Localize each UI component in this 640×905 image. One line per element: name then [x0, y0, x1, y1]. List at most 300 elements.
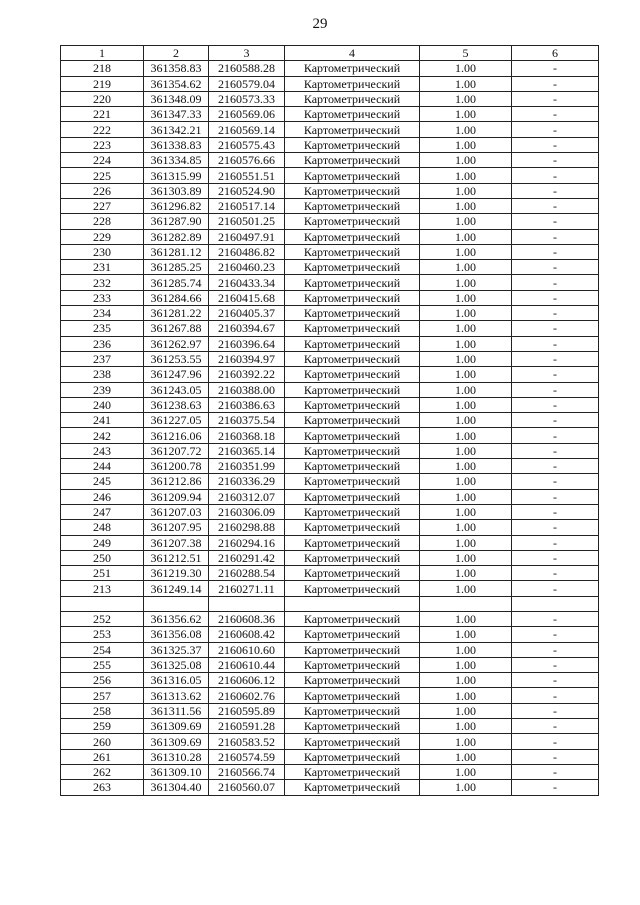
table-row: [61, 153, 599, 168]
table-row: [61, 76, 599, 91]
note-cell: -: [512, 627, 599, 642]
y-coordinate-cell: 2160388.00: [209, 382, 285, 397]
y-coordinate-cell: 2160501.25: [209, 214, 285, 229]
method-cell: Картометрический: [285, 137, 420, 152]
accuracy-cell: 1.00: [420, 459, 512, 474]
x-coordinate-cell: 361358.83: [144, 61, 209, 76]
y-coordinate-cell: 2160583.52: [209, 734, 285, 749]
x-coordinate-cell: 361212.86: [144, 474, 209, 489]
point-number-cell: 251: [61, 566, 144, 581]
point-number-cell: 219: [61, 76, 144, 91]
y-coordinate-cell: 2160608.36: [209, 611, 285, 626]
accuracy-cell: 1.00: [420, 275, 512, 290]
point-number-cell: 252: [61, 611, 144, 626]
x-coordinate-cell: 361356.62: [144, 611, 209, 626]
table-row: [61, 749, 599, 764]
x-coordinate-cell: 361303.89: [144, 183, 209, 198]
accuracy-cell: 1.00: [420, 183, 512, 198]
point-number-cell: 263: [61, 780, 144, 795]
table-row: [61, 504, 599, 519]
method-cell: Картометрический: [285, 428, 420, 443]
method-cell: Картометрический: [285, 244, 420, 259]
accuracy-cell: 1.00: [420, 657, 512, 672]
x-coordinate-cell: 361313.62: [144, 688, 209, 703]
point-number-cell: 226: [61, 183, 144, 198]
page-number: 29: [312, 16, 328, 32]
point-number-cell: 239: [61, 382, 144, 397]
note-cell: -: [512, 611, 599, 626]
y-coordinate-cell: 2160294.16: [209, 535, 285, 550]
point-number-cell: 223: [61, 137, 144, 152]
note-cell: -: [512, 76, 599, 91]
note-cell: -: [512, 244, 599, 259]
method-cell: Картометрический: [285, 504, 420, 519]
y-coordinate-cell: 2160606.12: [209, 673, 285, 688]
accuracy-cell: 1.00: [420, 764, 512, 779]
note-cell: -: [512, 642, 599, 657]
accuracy-cell: 1.00: [420, 673, 512, 688]
table-row: [61, 336, 599, 351]
method-cell: Картометрический: [285, 474, 420, 489]
table-row: [61, 306, 599, 321]
point-number-cell: 232: [61, 275, 144, 290]
x-coordinate-cell: 361354.62: [144, 76, 209, 91]
accuracy-cell: 1.00: [420, 91, 512, 106]
point-number-cell: 242: [61, 428, 144, 443]
point-number-cell: 236: [61, 336, 144, 351]
accuracy-cell: 1.00: [420, 780, 512, 795]
table-body: [61, 46, 599, 796]
table-row: [61, 290, 599, 305]
table-row: [61, 122, 599, 137]
method-cell: Картометрический: [285, 611, 420, 626]
method-cell: Картометрический: [285, 91, 420, 106]
method-cell: Картометрический: [285, 214, 420, 229]
x-coordinate-cell: 361253.55: [144, 351, 209, 366]
point-number-cell: 257: [61, 688, 144, 703]
accuracy-cell: 1.00: [420, 504, 512, 519]
table-row: [61, 520, 599, 535]
x-coordinate-cell: 361315.99: [144, 168, 209, 183]
accuracy-cell: 1.00: [420, 198, 512, 213]
note-cell: -: [512, 719, 599, 734]
x-coordinate-cell: [144, 596, 209, 611]
note-cell: -: [512, 137, 599, 152]
table-row: [61, 351, 599, 366]
method-cell: Картометрический: [285, 168, 420, 183]
accuracy-cell: 1.00: [420, 581, 512, 596]
method-cell: Картометрический: [285, 657, 420, 672]
point-number-cell: 230: [61, 244, 144, 259]
header-cell: 2: [144, 46, 209, 61]
note-cell: -: [512, 673, 599, 688]
method-cell: Картометрический: [285, 581, 420, 596]
method-cell: Картометрический: [285, 367, 420, 382]
table-row: [61, 611, 599, 626]
x-coordinate-cell: 361262.97: [144, 336, 209, 351]
table-row: [61, 734, 599, 749]
note-cell: [512, 596, 599, 611]
table-row: [61, 673, 599, 688]
point-number-cell: 254: [61, 642, 144, 657]
y-coordinate-cell: 2160351.99: [209, 459, 285, 474]
accuracy-cell: 1.00: [420, 229, 512, 244]
point-number-cell: 241: [61, 413, 144, 428]
point-number-cell: 262: [61, 764, 144, 779]
note-cell: -: [512, 550, 599, 565]
method-cell: Картометрический: [285, 703, 420, 718]
table-row: [61, 91, 599, 106]
y-coordinate-cell: 2160396.64: [209, 336, 285, 351]
y-coordinate-cell: 2160573.33: [209, 91, 285, 106]
accuracy-cell: 1.00: [420, 153, 512, 168]
accuracy-cell: 1.00: [420, 61, 512, 76]
accuracy-cell: 1.00: [420, 550, 512, 565]
table-row: [61, 397, 599, 412]
point-number-cell: 261: [61, 749, 144, 764]
method-cell: Картометрический: [285, 336, 420, 351]
method-cell: Картометрический: [285, 198, 420, 213]
y-coordinate-cell: 2160595.89: [209, 703, 285, 718]
note-cell: -: [512, 351, 599, 366]
note-cell: -: [512, 459, 599, 474]
table-row: [61, 275, 599, 290]
x-coordinate-cell: 361285.25: [144, 260, 209, 275]
point-number-cell: 245: [61, 474, 144, 489]
y-coordinate-cell: 2160602.76: [209, 688, 285, 703]
y-coordinate-cell: 2160312.07: [209, 489, 285, 504]
accuracy-cell: 1.00: [420, 719, 512, 734]
table-row: [61, 367, 599, 382]
accuracy-cell: 1.00: [420, 244, 512, 259]
method-cell: Картометрический: [285, 780, 420, 795]
x-coordinate-cell: 361219.30: [144, 566, 209, 581]
x-coordinate-cell: 361243.05: [144, 382, 209, 397]
y-coordinate-cell: 2160368.18: [209, 428, 285, 443]
method-cell: Картометрический: [285, 520, 420, 535]
y-coordinate-cell: 2160394.97: [209, 351, 285, 366]
note-cell: -: [512, 290, 599, 305]
accuracy-cell: 1.00: [420, 306, 512, 321]
point-number-cell: 233: [61, 290, 144, 305]
method-cell: Картометрический: [285, 153, 420, 168]
y-coordinate-cell: 2160588.28: [209, 61, 285, 76]
x-coordinate-cell: 361281.22: [144, 306, 209, 321]
accuracy-cell: 1.00: [420, 627, 512, 642]
note-cell: -: [512, 107, 599, 122]
y-coordinate-cell: 2160610.44: [209, 657, 285, 672]
y-coordinate-cell: 2160433.34: [209, 275, 285, 290]
note-cell: -: [512, 581, 599, 596]
accuracy-cell: 1.00: [420, 413, 512, 428]
point-number-cell: 259: [61, 719, 144, 734]
table-row: [61, 168, 599, 183]
x-coordinate-cell: 361209.94: [144, 489, 209, 504]
table-row: [61, 198, 599, 213]
accuracy-cell: 1.00: [420, 489, 512, 504]
table-row: [61, 321, 599, 336]
table-row: [61, 657, 599, 672]
x-coordinate-cell: 361227.05: [144, 413, 209, 428]
y-coordinate-cell: 2160486.82: [209, 244, 285, 259]
note-cell: -: [512, 183, 599, 198]
x-coordinate-cell: 361287.90: [144, 214, 209, 229]
x-coordinate-cell: 361207.03: [144, 504, 209, 519]
y-coordinate-cell: 2160524.90: [209, 183, 285, 198]
x-coordinate-cell: 361309.69: [144, 734, 209, 749]
method-cell: Картометрический: [285, 413, 420, 428]
accuracy-cell: 1.00: [420, 336, 512, 351]
table-row: [61, 137, 599, 152]
x-coordinate-cell: 361347.33: [144, 107, 209, 122]
x-coordinate-cell: 361207.72: [144, 443, 209, 458]
table-row: [61, 214, 599, 229]
point-number-cell: 224: [61, 153, 144, 168]
accuracy-cell: 1.00: [420, 734, 512, 749]
x-coordinate-cell: 361309.10: [144, 764, 209, 779]
accuracy-cell: 1.00: [420, 168, 512, 183]
accuracy-cell: 1.00: [420, 321, 512, 336]
accuracy-cell: 1.00: [420, 703, 512, 718]
x-coordinate-cell: 361348.09: [144, 91, 209, 106]
table-row: [61, 489, 599, 504]
accuracy-cell: 1.00: [420, 749, 512, 764]
x-coordinate-cell: 361249.14: [144, 581, 209, 596]
accuracy-cell: 1.00: [420, 290, 512, 305]
method-cell: Картометрический: [285, 459, 420, 474]
y-coordinate-cell: 2160551.51: [209, 168, 285, 183]
point-number-cell: 247: [61, 504, 144, 519]
point-number-cell: 235: [61, 321, 144, 336]
table-row: [61, 719, 599, 734]
note-cell: -: [512, 61, 599, 76]
accuracy-cell: 1.00: [420, 474, 512, 489]
table-header-row: [61, 46, 599, 61]
y-coordinate-cell: 2160288.54: [209, 566, 285, 581]
x-coordinate-cell: 361309.69: [144, 719, 209, 734]
table-row: [61, 764, 599, 779]
point-number-cell: 218: [61, 61, 144, 76]
table-row: [61, 474, 599, 489]
y-coordinate-cell: [209, 596, 285, 611]
y-coordinate-cell: 2160566.74: [209, 764, 285, 779]
y-coordinate-cell: 2160365.14: [209, 443, 285, 458]
y-coordinate-cell: 2160591.28: [209, 719, 285, 734]
header-cell: 6: [512, 46, 599, 61]
method-cell: Картометрический: [285, 566, 420, 581]
header-cell: 3: [209, 46, 285, 61]
y-coordinate-cell: 2160569.06: [209, 107, 285, 122]
x-coordinate-cell: 361311.56: [144, 703, 209, 718]
header-cell: 5: [420, 46, 512, 61]
note-cell: -: [512, 657, 599, 672]
method-cell: Картометрический: [285, 642, 420, 657]
note-cell: -: [512, 443, 599, 458]
method-cell: Картометрический: [285, 688, 420, 703]
table-row: [61, 566, 599, 581]
method-cell: Картометрический: [285, 183, 420, 198]
method-cell: Картометрический: [285, 122, 420, 137]
x-coordinate-cell: 361316.05: [144, 673, 209, 688]
table-row: [61, 260, 599, 275]
accuracy-cell: 1.00: [420, 428, 512, 443]
note-cell: -: [512, 153, 599, 168]
note-cell: -: [512, 474, 599, 489]
note-cell: -: [512, 198, 599, 213]
accuracy-cell: 1.00: [420, 397, 512, 412]
point-number-cell: 228: [61, 214, 144, 229]
point-number-cell: 238: [61, 367, 144, 382]
y-coordinate-cell: 2160460.23: [209, 260, 285, 275]
accuracy-cell: 1.00: [420, 76, 512, 91]
y-coordinate-cell: 2160375.54: [209, 413, 285, 428]
x-coordinate-cell: 361267.88: [144, 321, 209, 336]
note-cell: -: [512, 535, 599, 550]
table-row: [61, 382, 599, 397]
method-cell: Картометрический: [285, 229, 420, 244]
y-coordinate-cell: 2160386.63: [209, 397, 285, 412]
method-cell: Картометрический: [285, 749, 420, 764]
x-coordinate-cell: 361356.08: [144, 627, 209, 642]
point-number-cell: 256: [61, 673, 144, 688]
y-coordinate-cell: 2160575.43: [209, 137, 285, 152]
y-coordinate-cell: 2160497.91: [209, 229, 285, 244]
point-number-cell: 237: [61, 351, 144, 366]
table-row: [61, 428, 599, 443]
table-row: [61, 688, 599, 703]
point-number-cell: 222: [61, 122, 144, 137]
point-number-cell: 229: [61, 229, 144, 244]
method-cell: Картометрический: [285, 351, 420, 366]
x-coordinate-cell: 361282.89: [144, 229, 209, 244]
note-cell: -: [512, 275, 599, 290]
point-number-cell: 258: [61, 703, 144, 718]
method-cell: Картометрический: [285, 275, 420, 290]
method-cell: Картометрический: [285, 260, 420, 275]
table-row: [61, 459, 599, 474]
note-cell: -: [512, 260, 599, 275]
accuracy-cell: 1.00: [420, 367, 512, 382]
accuracy-cell: 1.00: [420, 688, 512, 703]
point-number-cell: 240: [61, 397, 144, 412]
method-cell: Картометрический: [285, 443, 420, 458]
table-row: [61, 627, 599, 642]
y-coordinate-cell: 2160405.37: [209, 306, 285, 321]
point-number-cell: 250: [61, 550, 144, 565]
x-coordinate-cell: 361247.96: [144, 367, 209, 382]
x-coordinate-cell: 361285.74: [144, 275, 209, 290]
accuracy-cell: [420, 596, 512, 611]
method-cell: Картометрический: [285, 673, 420, 688]
note-cell: -: [512, 749, 599, 764]
accuracy-cell: 1.00: [420, 520, 512, 535]
method-cell: Картометрический: [285, 550, 420, 565]
method-cell: Картометрический: [285, 76, 420, 91]
note-cell: -: [512, 520, 599, 535]
point-number-cell: 225: [61, 168, 144, 183]
method-cell: [285, 596, 420, 611]
method-cell: Картометрический: [285, 107, 420, 122]
table-row: [61, 596, 599, 611]
note-cell: -: [512, 566, 599, 581]
point-number-cell: 213: [61, 581, 144, 596]
point-number-cell: 246: [61, 489, 144, 504]
note-cell: -: [512, 764, 599, 779]
y-coordinate-cell: 2160569.14: [209, 122, 285, 137]
accuracy-cell: 1.00: [420, 351, 512, 366]
x-coordinate-cell: 361310.28: [144, 749, 209, 764]
point-number-cell: 244: [61, 459, 144, 474]
y-coordinate-cell: 2160336.29: [209, 474, 285, 489]
method-cell: Картометрический: [285, 61, 420, 76]
point-number-cell: 220: [61, 91, 144, 106]
method-cell: Картометрический: [285, 306, 420, 321]
accuracy-cell: 1.00: [420, 535, 512, 550]
y-coordinate-cell: 2160574.59: [209, 749, 285, 764]
x-coordinate-cell: 361325.08: [144, 657, 209, 672]
note-cell: -: [512, 734, 599, 749]
y-coordinate-cell: 2160271.11: [209, 581, 285, 596]
x-coordinate-cell: 361200.78: [144, 459, 209, 474]
point-number-cell: 221: [61, 107, 144, 122]
method-cell: Картометрический: [285, 321, 420, 336]
header-cell: 4: [285, 46, 420, 61]
note-cell: -: [512, 780, 599, 795]
note-cell: -: [512, 321, 599, 336]
note-cell: -: [512, 489, 599, 504]
y-coordinate-cell: 2160579.04: [209, 76, 285, 91]
y-coordinate-cell: 2160608.42: [209, 627, 285, 642]
y-coordinate-cell: 2160415.68: [209, 290, 285, 305]
method-cell: Картометрический: [285, 535, 420, 550]
y-coordinate-cell: 2160576.66: [209, 153, 285, 168]
note-cell: -: [512, 91, 599, 106]
note-cell: -: [512, 382, 599, 397]
y-coordinate-cell: 2160517.14: [209, 198, 285, 213]
accuracy-cell: 1.00: [420, 107, 512, 122]
x-coordinate-cell: 361296.82: [144, 198, 209, 213]
method-cell: Картометрический: [285, 290, 420, 305]
table-row: [61, 244, 599, 259]
accuracy-cell: 1.00: [420, 642, 512, 657]
note-cell: -: [512, 229, 599, 244]
note-cell: -: [512, 168, 599, 183]
point-number-cell: 255: [61, 657, 144, 672]
x-coordinate-cell: 361281.12: [144, 244, 209, 259]
y-coordinate-cell: 2160306.09: [209, 504, 285, 519]
note-cell: -: [512, 703, 599, 718]
y-coordinate-cell: 2160392.22: [209, 367, 285, 382]
y-coordinate-cell: 2160298.88: [209, 520, 285, 535]
note-cell: -: [512, 504, 599, 519]
point-number-cell: 227: [61, 198, 144, 213]
x-coordinate-cell: 361325.37: [144, 642, 209, 657]
accuracy-cell: 1.00: [420, 137, 512, 152]
point-number-cell: 248: [61, 520, 144, 535]
method-cell: Картометрический: [285, 764, 420, 779]
accuracy-cell: 1.00: [420, 122, 512, 137]
x-coordinate-cell: 361238.63: [144, 397, 209, 412]
table-row: [61, 413, 599, 428]
x-coordinate-cell: 361334.85: [144, 153, 209, 168]
method-cell: Картометрический: [285, 489, 420, 504]
note-cell: -: [512, 122, 599, 137]
y-coordinate-cell: 2160291.42: [209, 550, 285, 565]
point-number-cell: 243: [61, 443, 144, 458]
note-cell: -: [512, 367, 599, 382]
y-coordinate-cell: 2160560.07: [209, 780, 285, 795]
y-coordinate-cell: 2160610.60: [209, 642, 285, 657]
